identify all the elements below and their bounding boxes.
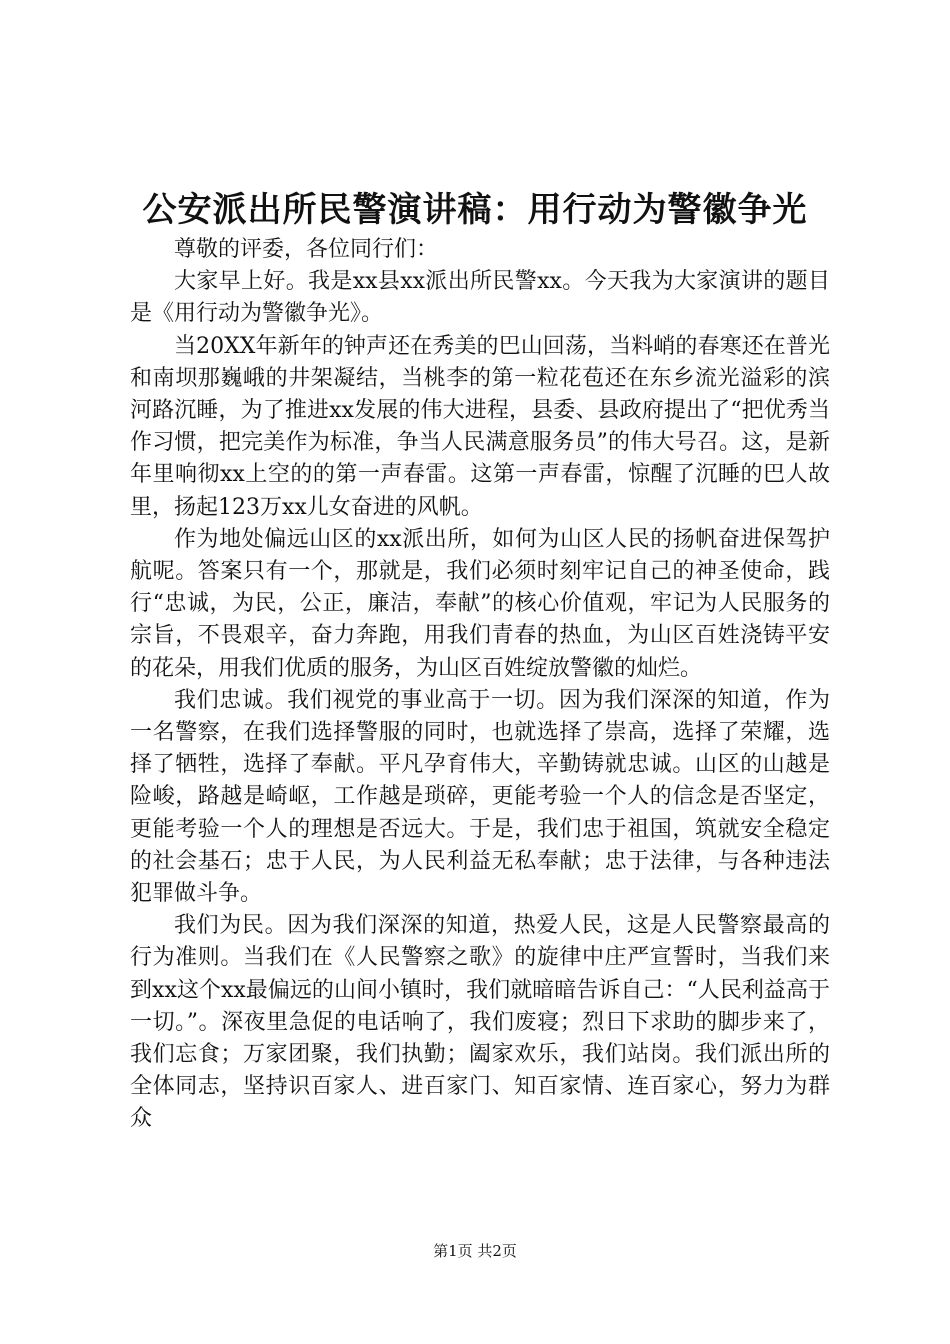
paragraph-for-people: 我们为民。因为我们深深的知道，热爱人民，这是人民警察最高的行为准则。当我们在《人民警察之歌》的旋律中庄严宣誓时，当我们来到xx这个xx最偏远的山间小镇时，我们就暗暗告诉自己：“人民利益高于一切。”。深夜里急促的电话响了，我们废寝；烈日下求助的脚步来了，我们忘食；万家团聚，我们执勤；阖家欢乐，我们站岗。我们派出所的全体同志，坚持识百家人、进百家门、知百家情、连百家心，努力为群众 <box>130 913 830 1132</box>
document-body <box>130 234 830 1136</box>
paragraph-loyalty: 我们忠诚。我们视党的事业高于一切。因为我们深深的知道，作为一名警察，在我们选择警服的同时，也就选择了崇高，选择了荣耀，选择了牺牲，选择了奉献。平凡孕育伟大，辛勤铸就忠诚。山区的山越是险峻，路越是崎岖，工作越是琐碎，更能考验一个人的信念是否坚定，更能考验一个人的理想是否远大。于是，我们忠于祖国，筑就安全稳定的社会基石；忠于人民，为人民利益无私奉献；忠于法律，与各种违法犯罪做斗争。 <box>130 687 830 907</box>
paragraph-salutation: 尊敬的评委，各位同行们： <box>174 237 439 262</box>
paragraph-mission: 作为地处偏远山区的xx派出所，如何为山区人民的扬帆奋进保驾护航呢。答案只有一个，那就是，我们必须时刻牢记自己的神圣使命，践行“忠诚，为民，公正，廉洁，奉献”的核心价值观，牢记为人民服务的宗旨，不畏艰辛，奋力奔跑，用我们青春的热血，为山区百姓浇铸平安的花朵，用我们优质的服务，为山区百姓绽放警徽的灿烂。 <box>130 526 830 681</box>
paragraph-new-year: 当20XX年新年的钟声还在秀美的巴山回荡，当料峭的春寒还在普光和南坝那巍峨的井架凝结，当桃李的第一粒花苞还在东乡流光溢彩的滨河路沉睡，为了推进xx发展的伟大进程，县委、县政府提出了“把优秀当作习惯，把完美作为标准，争当人民满意服务员”的伟大号召。这，是新年里响彻xx上空的的第一声春雷。这第一声春雷，惊醒了沉睡的巴人故里，扬起123万xx儿女奋进的风帆。 <box>130 333 830 520</box>
page-footer: 第1页 共2页 <box>433 1242 517 1260</box>
paragraph-greeting: 大家早上好。我是xx县xx派出所民警xx。今天我为大家演讲的题目是《用行动为警徽争光》。 <box>130 269 830 327</box>
document-title: 公安派出所民警演讲稿：用行动为警徽争光 <box>142 190 808 230</box>
